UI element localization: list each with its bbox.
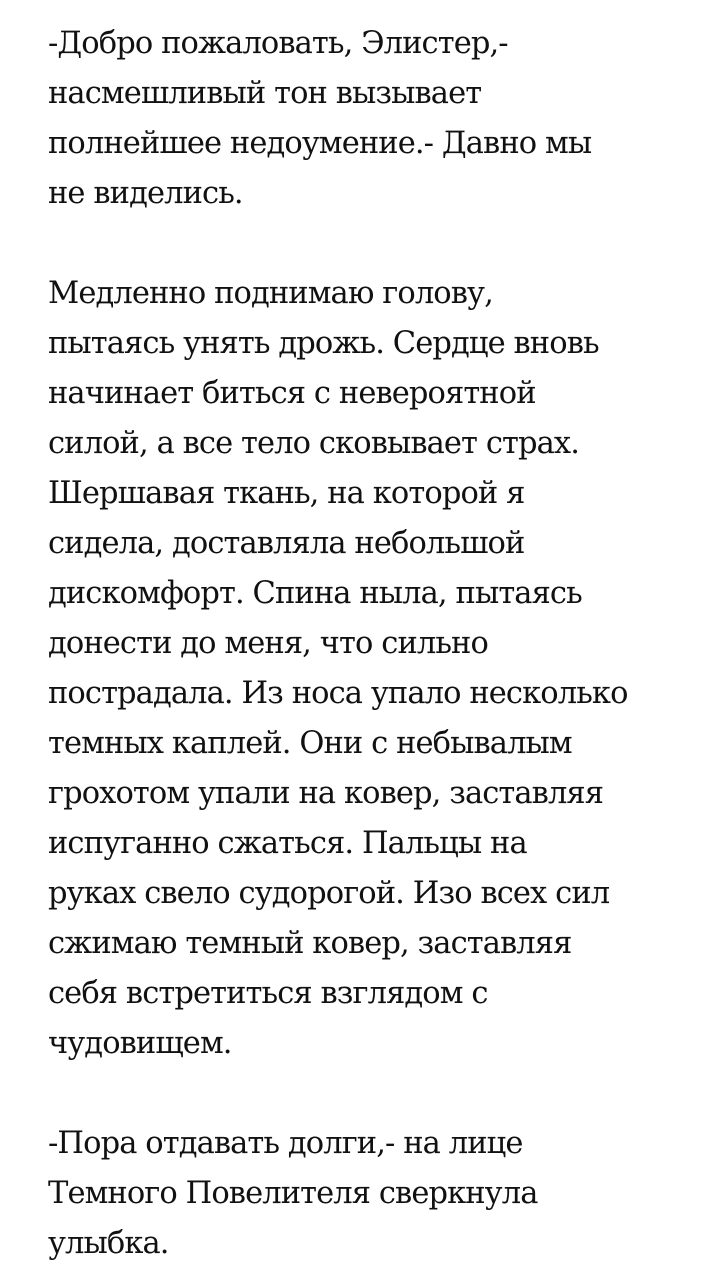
- text-line: -Пора отдавать долги,- на лице: [48, 1126, 523, 1161]
- text-line: Шершавая ткань, на которой я: [48, 476, 525, 511]
- text-line: начинает биться с невероятной: [48, 376, 536, 411]
- paragraph: [48, 19, 688, 219]
- text-line: силой, а все тело сковывает страх.: [48, 426, 579, 461]
- text-line: Медленно поднимаю голову,: [48, 276, 493, 311]
- text-line: себя встретиться взглядом с: [48, 976, 488, 1011]
- text-line: пострадала. Из носа упало несколько: [48, 676, 628, 711]
- text-line: темных каплей. Они с небывалым: [48, 726, 572, 761]
- text-line: пытаясь унять дрожь. Сердце вновь: [48, 326, 599, 361]
- text-line: сидела, доставляла небольшой: [48, 526, 525, 561]
- text-line: сжимаю темный ковер, заставляя: [48, 926, 572, 961]
- story-text: [48, 19, 688, 1269]
- text-line: улыбка.: [48, 1226, 169, 1261]
- text-line: не виделись.: [48, 176, 243, 211]
- text-line: донести до меня, что сильно: [48, 626, 488, 661]
- text-line: испуганно сжаться. Пальцы на: [48, 826, 527, 861]
- paragraph: [48, 269, 688, 1069]
- paragraph: [48, 1119, 688, 1269]
- text-line: -Добро пожаловать, Элистер,-: [48, 26, 508, 61]
- text-line: чудовищем.: [48, 1026, 232, 1061]
- text-line: насмешливый тон вызывает: [48, 76, 482, 111]
- text-line: дискомфорт. Спина ныла, пытаясь: [48, 576, 582, 611]
- text-line: полнейшее недоумение.- Давно мы: [48, 126, 592, 161]
- text-line: Темного Повелителя сверкнула: [48, 1176, 538, 1211]
- text-line: грохотом упали на ковер, заставляя: [48, 776, 604, 811]
- text-line: руках свело судорогой. Изо всех сил: [48, 876, 610, 911]
